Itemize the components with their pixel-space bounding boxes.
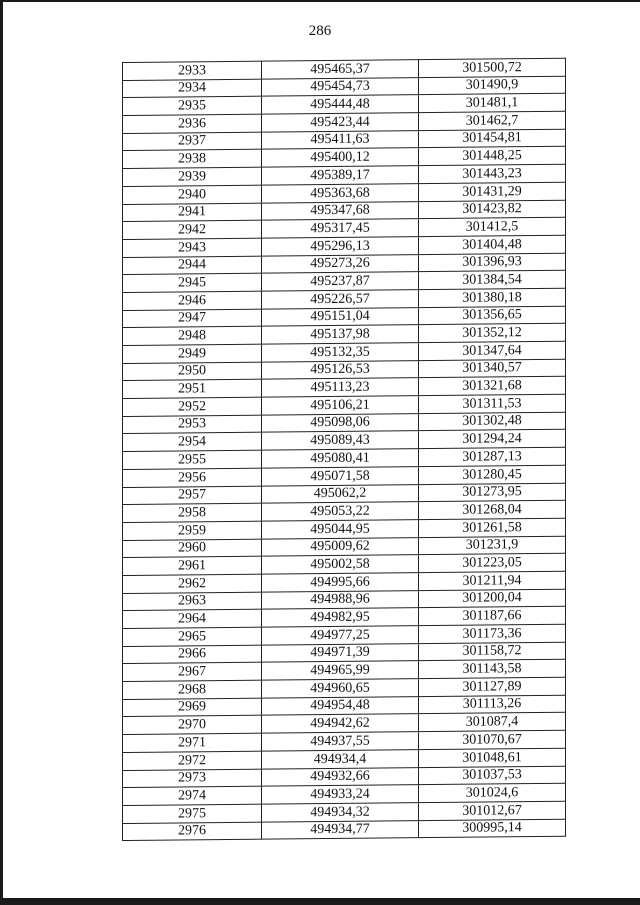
point-number-cell: 2969 [123,698,262,717]
y-coordinate-cell: 301127,89 [419,677,566,696]
y-coordinate-cell: 301311,53 [419,394,566,413]
y-coordinate-cell: 301273,95 [419,483,566,502]
y-coordinate-cell: 301481,1 [419,94,566,113]
x-coordinate-cell: 495363,68 [262,183,419,202]
y-coordinate-cell: 301048,61 [419,748,566,767]
x-coordinate-cell: 494937,55 [262,732,419,751]
y-coordinate-cell: 301223,05 [419,553,566,572]
point-number-cell: 2976 [123,822,262,841]
y-coordinate-cell: 301380,18 [419,288,566,307]
y-coordinate-cell: 301302,48 [419,412,566,431]
y-coordinate-cell: 301280,45 [419,465,566,484]
point-number-cell: 2938 [123,150,262,169]
x-coordinate-cell: 494988,96 [262,590,419,609]
y-coordinate-cell: 301347,64 [419,341,566,360]
x-coordinate-cell: 494982,95 [262,608,419,627]
y-coordinate-cell: 301321,68 [419,377,566,396]
y-coordinate-cell: 301490,9 [419,76,566,95]
y-coordinate-cell: 301412,5 [419,217,566,236]
point-number-cell: 2939 [123,167,262,186]
point-number-cell: 2967 [123,663,262,682]
y-coordinate-cell: 301340,57 [419,359,566,378]
point-number-cell: 2952 [123,397,262,416]
x-coordinate-cell: 495126,53 [262,360,419,379]
y-coordinate-cell: 301462,7 [419,111,566,130]
point-number-cell: 2943 [123,238,262,257]
coordinates-table [122,58,566,842]
y-coordinate-cell: 301143,58 [419,660,566,679]
point-number-cell: 2944 [123,256,262,275]
point-number-cell: 2937 [123,132,262,151]
page-number: 286 [308,23,332,39]
x-coordinate-cell: 495389,17 [262,166,419,185]
x-coordinate-cell: 494954,48 [262,696,419,715]
scan-bottom-edge [0,898,640,905]
y-coordinate-cell: 301211,94 [419,571,566,590]
x-coordinate-cell: 494933,24 [262,785,419,804]
y-coordinate-cell: 301231,9 [419,536,566,555]
x-coordinate-cell: 495044,95 [262,520,419,539]
coordinates-table-body [123,58,566,841]
y-coordinate-cell: 301396,93 [419,253,566,272]
x-coordinate-cell: 495062,2 [262,484,419,503]
point-number-cell: 2949 [123,344,262,363]
x-coordinate-cell: 495400,12 [262,148,419,167]
x-coordinate-cell: 494932,66 [262,767,419,786]
x-coordinate-cell: 494942,62 [262,714,419,733]
point-number-cell: 2970 [123,716,262,735]
point-number-cell: 2935 [123,97,262,116]
point-number-cell: 2961 [123,556,262,575]
point-number-cell: 2955 [123,450,262,469]
x-coordinate-cell: 495444,48 [262,95,419,114]
y-coordinate-cell: 301012,67 [419,801,566,820]
x-coordinate-cell: 494965,99 [262,661,419,680]
point-number-cell: 2973 [123,769,262,788]
point-number-cell: 2960 [123,539,262,558]
point-number-cell: 2947 [123,309,262,328]
x-coordinate-cell: 494995,66 [262,573,419,592]
scan-top-edge [0,0,640,2]
x-coordinate-cell: 495080,41 [262,449,419,468]
x-coordinate-cell: 495151,04 [262,307,419,326]
x-coordinate-cell: 495423,44 [262,113,419,132]
point-number-cell: 2958 [123,503,262,522]
y-coordinate-cell: 301431,29 [419,182,566,201]
point-number-cell: 2950 [123,362,262,381]
x-coordinate-cell: 495137,98 [262,325,419,344]
y-coordinate-cell: 301454,81 [419,129,566,148]
point-number-cell: 2942 [123,220,262,239]
point-number-cell: 2974 [123,786,262,805]
y-coordinate-cell: 301448,25 [419,147,566,166]
x-coordinate-cell: 495347,68 [262,201,419,220]
y-coordinate-cell: 301384,54 [419,270,566,289]
point-number-cell: 2966 [123,645,262,664]
x-coordinate-cell: 495071,58 [262,466,419,485]
x-coordinate-cell: 495454,73 [262,77,419,96]
x-coordinate-cell: 495089,43 [262,431,419,450]
x-coordinate-cell: 495296,13 [262,237,419,256]
y-coordinate-cell: 301187,66 [419,607,566,626]
point-number-cell: 2948 [123,326,262,345]
y-coordinate-cell: 301070,67 [419,730,566,749]
x-coordinate-cell: 494934,4 [262,749,419,768]
point-number-cell: 2959 [123,521,262,540]
point-number-cell: 2941 [123,203,262,222]
point-number-cell: 2963 [123,592,262,611]
x-coordinate-cell: 495411,63 [262,130,419,149]
point-number-cell: 2964 [123,609,262,628]
x-coordinate-cell: 495113,23 [262,378,419,397]
point-number-cell: 2936 [123,114,262,133]
y-coordinate-cell: 301352,12 [419,324,566,343]
point-number-cell: 2954 [123,433,262,452]
point-number-cell: 2956 [123,468,262,487]
x-coordinate-cell: 495317,45 [262,219,419,238]
x-coordinate-cell: 494934,77 [262,820,419,839]
y-coordinate-cell: 301158,72 [419,642,566,661]
y-coordinate-cell: 301113,26 [419,695,566,714]
x-coordinate-cell: 495106,21 [262,396,419,415]
y-coordinate-cell: 301294,24 [419,430,566,449]
y-coordinate-cell: 301423,82 [419,200,566,219]
point-number-cell: 2933 [123,61,262,80]
point-number-cell: 2953 [123,415,262,434]
point-number-cell: 2971 [123,733,262,752]
point-number-cell: 2940 [123,185,262,204]
point-number-cell: 2962 [123,574,262,593]
x-coordinate-cell: 495273,26 [262,254,419,273]
y-coordinate-cell: 301037,53 [419,766,566,785]
y-coordinate-cell: 301404,48 [419,235,566,254]
y-coordinate-cell: 301087,4 [419,713,566,732]
point-number-cell: 2951 [123,380,262,399]
x-coordinate-cell: 495237,87 [262,272,419,291]
point-number-cell: 2945 [123,273,262,292]
x-coordinate-cell: 494977,25 [262,626,419,645]
y-coordinate-cell: 301173,36 [419,624,566,643]
x-coordinate-cell: 495053,22 [262,502,419,521]
y-coordinate-cell: 301287,13 [419,447,566,466]
y-coordinate-cell: 301443,23 [419,164,566,183]
table-row [123,819,566,841]
x-coordinate-cell: 495098,06 [262,413,419,432]
x-coordinate-cell: 494971,39 [262,643,419,662]
y-coordinate-cell: 301500,72 [419,58,566,77]
point-number-cell: 2972 [123,751,262,770]
y-coordinate-cell: 301200,04 [419,589,566,608]
y-coordinate-cell: 301356,65 [419,306,566,325]
x-coordinate-cell: 495226,57 [262,290,419,309]
point-number-cell: 2934 [123,79,262,98]
x-coordinate-cell: 494934,32 [262,803,419,822]
y-coordinate-cell: 301268,04 [419,500,566,519]
point-number-cell: 2968 [123,680,262,699]
point-number-cell: 2965 [123,627,262,646]
scan-left-edge [0,0,3,905]
x-coordinate-cell: 495009,62 [262,537,419,556]
y-coordinate-cell: 301261,58 [419,518,566,537]
x-coordinate-cell: 495132,35 [262,343,419,362]
y-coordinate-cell: 301024,6 [419,783,566,802]
point-number-cell: 2946 [123,291,262,310]
x-coordinate-cell: 495465,37 [262,60,419,79]
point-number-cell: 2975 [123,804,262,823]
y-coordinate-cell: 300995,14 [419,819,566,838]
x-coordinate-cell: 494960,65 [262,679,419,698]
point-number-cell: 2957 [123,486,262,505]
x-coordinate-cell: 495002,58 [262,555,419,574]
